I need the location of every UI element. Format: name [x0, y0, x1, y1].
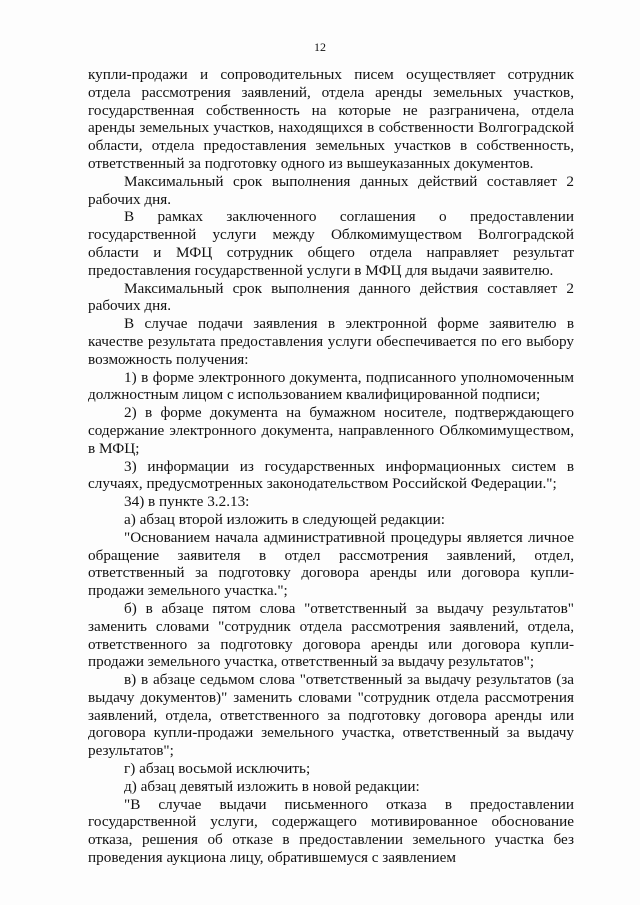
page-number: 12	[314, 40, 326, 54]
list-item: а) абзац второй изложить в следующей редакции:	[124, 510, 446, 528]
paragraph: В случае подачи заявления в электронной форме заявителю в качестве результата предоставления услуги обеспечивается по его выбору возможность получения:	[88, 315, 574, 368]
paragraph: Максимальный срок выполнения данного действия составляет 2 рабочих дня.	[88, 279, 574, 315]
list-item: 3) информации из государственных информационных систем в случаях, предусмотренных законодательством Российской Федерации.";	[88, 457, 574, 493]
paragraph: Максимальный срок выполнения данных действий составляет 2 рабочих дня.	[88, 172, 574, 208]
paragraph: В рамках заключенного соглашения о предоставлении государственной услуги между Облкомимуществом Волгоградской области и МФЦ сотрудник общего отдела направляет результат предоставления государственной услуги в МФЦ для выдачи заявителю.	[88, 208, 574, 279]
quoted-paragraph: "Основанием начала административной процедуры является личное обращение заявителя в отдел рассмотрения заявлений, отдел, ответственный за подготовку договора аренды или договора купли-продажи земельного участка.";	[88, 528, 574, 600]
list-item: 1) в форме электронного документа, подписанного уполномоченным должностным лицом с использованием квалифицированной подписи;	[88, 368, 574, 404]
list-item: 2) в форме документа на бумажном носителе, подтверждающего содержание электронного документа, направленного Облкомимуществом, в МФЦ;	[88, 404, 574, 457]
quoted-paragraph: "В случае выдачи письменного отказа в предоставлении государственной услуги, содержащего мотивированное обоснование отказа, решения об отказе в предоставлении земельного участка без проведения аукциона лицу, обратившемуся с заявлением	[88, 795, 574, 867]
paragraph: купли-продажи и сопроводительных писем осуществляет сотрудник отдела рассмотрения заявлений, отдела аренды земельных участков, государственная собственность на которые не разграничена, отдела аренды земельных участков, находящихся в собственности Волгоградской области, отдела предоставления земельных участков в собственность, ответственный за подготовку одного из вышеуказанных документов.	[88, 66, 574, 172]
list-item: г) абзац восьмой исключить;	[124, 760, 311, 778]
list-item: в) в абзаце седьмом слова "ответственный за выдачу результатов (за выдачу документов)" заменить словами "сотрудник отдела рассмотрения заявлений, отдела, ответственного за подготовку договора аренды или договора купли-продажи земельного участка, ответственный за выдачу результатов";	[88, 671, 574, 760]
paragraph: 34) в пункте 3.2.13:	[124, 493, 250, 511]
list-item: б) в абзаце пятом слова "ответственный за выдачу результатов" заменить словами "сотрудник отдела рассмотрения заявлений, отдела, ответственного за подготовку договора аренды или договора купли-продажи земельного участка, ответственный за выдачу результатов";	[88, 599, 574, 671]
document-body	[88, 66, 574, 867]
list-item: д) абзац девятый изложить в новой редакции:	[124, 777, 420, 795]
